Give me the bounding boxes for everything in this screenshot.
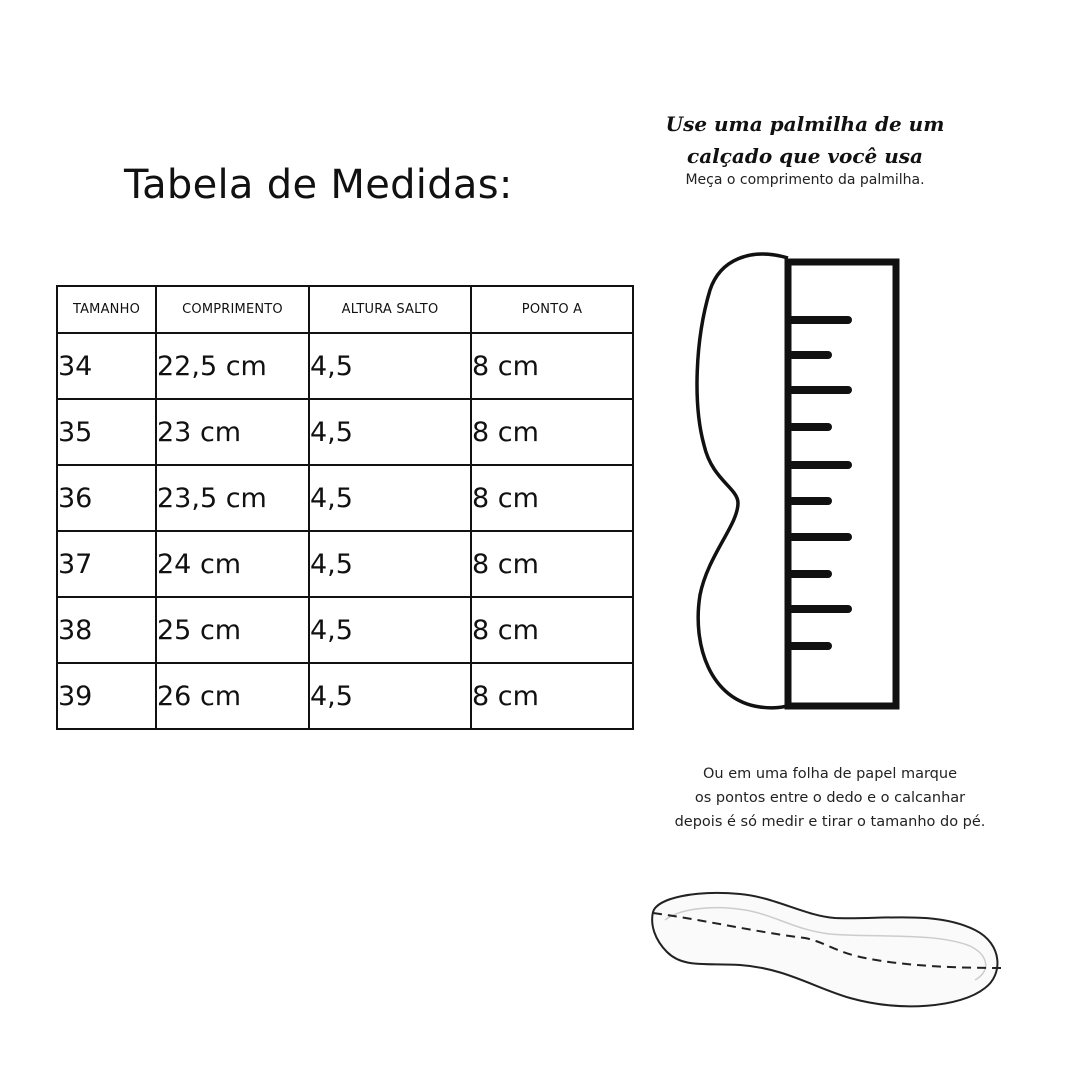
instructions-paragraph-line-3: depois é só medir e tirar o tamanho do pé. bbox=[674, 814, 986, 830]
cell-size: 39 bbox=[57, 663, 156, 729]
ruler-icon bbox=[788, 262, 896, 706]
header-comprimento: COMPRIMENTO bbox=[156, 286, 309, 333]
cell-size: 36 bbox=[57, 465, 156, 531]
cell-point-a: 8 cm bbox=[471, 399, 633, 465]
table-row bbox=[57, 597, 633, 663]
cell-heel-height: 4,5 bbox=[309, 663, 471, 729]
instructions-heading-line-1: Use uma palmilha de um bbox=[665, 112, 945, 136]
instructions-paragraph-line-1: Ou em uma folha de papel marque bbox=[703, 766, 957, 782]
cell-point-a: 8 cm bbox=[471, 597, 633, 663]
size-table-container bbox=[56, 285, 632, 740]
cell-point-a: 8 cm bbox=[471, 531, 633, 597]
page-title: Tabela de Medidas: bbox=[124, 162, 513, 208]
footprint-outline-illustration bbox=[645, 880, 1005, 1020]
table-row bbox=[57, 465, 633, 531]
header-tamanho: TAMANHO bbox=[57, 286, 156, 333]
cell-point-a: 8 cm bbox=[471, 465, 633, 531]
size-table bbox=[56, 285, 634, 730]
cell-size: 35 bbox=[57, 399, 156, 465]
instructions-paragraph bbox=[640, 762, 1020, 834]
table-row bbox=[57, 399, 633, 465]
cell-length: 24 cm bbox=[156, 531, 309, 597]
table-row bbox=[57, 333, 633, 399]
instructions-heading bbox=[640, 108, 970, 172]
cell-heel-height: 4,5 bbox=[309, 531, 471, 597]
cell-heel-height: 4,5 bbox=[309, 465, 471, 531]
footprint-outline-icon bbox=[652, 893, 997, 1006]
cell-size: 34 bbox=[57, 333, 156, 399]
cell-heel-height: 4,5 bbox=[309, 597, 471, 663]
table-header-row bbox=[57, 286, 633, 333]
cell-size: 37 bbox=[57, 531, 156, 597]
cell-length: 25 cm bbox=[156, 597, 309, 663]
insole-ruler-illustration bbox=[690, 245, 910, 717]
insole-outline-icon bbox=[697, 254, 788, 708]
cell-length: 23,5 cm bbox=[156, 465, 309, 531]
cell-length: 26 cm bbox=[156, 663, 309, 729]
cell-length: 22,5 cm bbox=[156, 333, 309, 399]
table-row bbox=[57, 531, 633, 597]
cell-heel-height: 4,5 bbox=[309, 333, 471, 399]
table-row bbox=[57, 663, 633, 729]
cell-point-a: 8 cm bbox=[471, 333, 633, 399]
instructions-paragraph-line-2: os pontos entre o dedo e o calcanhar bbox=[694, 790, 966, 806]
instructions-subtitle: Meça o comprimento da palmilha. bbox=[685, 172, 925, 188]
header-altura-salto: ALTURA SALTO bbox=[309, 286, 471, 333]
cell-point-a: 8 cm bbox=[471, 663, 633, 729]
cell-size: 38 bbox=[57, 597, 156, 663]
cell-length: 23 cm bbox=[156, 399, 309, 465]
cell-heel-height: 4,5 bbox=[309, 399, 471, 465]
instructions-heading-line-2: calçado que você usa bbox=[687, 144, 923, 168]
header-ponto-a: PONTO A bbox=[471, 286, 633, 333]
